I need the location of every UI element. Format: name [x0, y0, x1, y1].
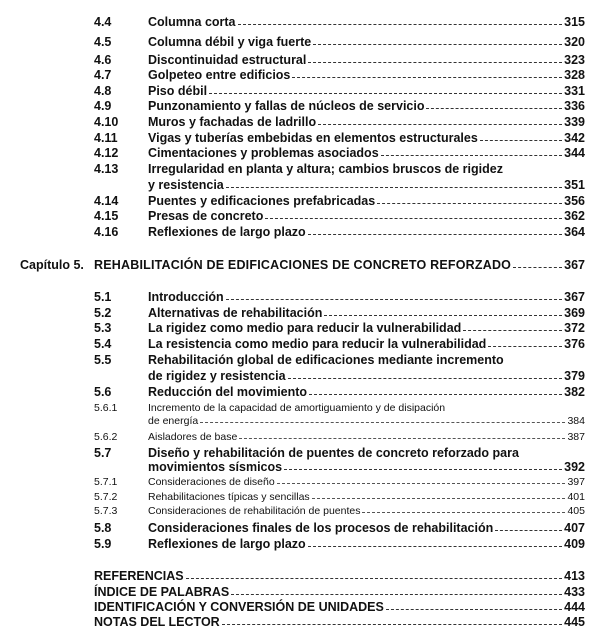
toc-entry-page: 344: [564, 146, 585, 160]
toc-entry-page: 413: [564, 569, 585, 583]
toc-entry[interactable]: [148, 115, 585, 129]
toc-entry-title-line1: Diseño y rehabilitación de puentes de concreto reforzado para: [148, 446, 519, 460]
toc-leader: [200, 421, 565, 423]
toc-entry-page: 405: [567, 505, 585, 517]
toc-leader: [277, 482, 566, 484]
toc-entry[interactable]: [148, 369, 585, 383]
toc-entry-number: 5.7.2: [94, 491, 118, 503]
toc-entry-page: 342: [564, 131, 585, 145]
toc-entry[interactable]: [148, 15, 585, 29]
toc-entry-page: 376: [564, 337, 585, 351]
toc-leader: [513, 266, 562, 268]
toc-entry[interactable]: [148, 321, 585, 335]
toc-leader: [288, 377, 563, 379]
toc-entry[interactable]: [148, 68, 585, 82]
toc-entry[interactable]: [148, 225, 585, 239]
toc-entry-title: Puentes y edificaciones prefabricadas: [148, 194, 376, 208]
toc-entry-page: 392: [564, 460, 585, 474]
chapter-title: REHABILITACIÓN DE EDIFICACIONES DE CONCRETO REFORZADO: [94, 258, 512, 272]
toc-entry-page: 433: [564, 585, 585, 599]
toc-entry-page: 367: [564, 290, 585, 304]
toc-entry-page: 382: [564, 385, 585, 399]
toc-leader: [209, 92, 562, 94]
toc-leader: [386, 608, 562, 610]
toc-entry-number: 5.6: [94, 385, 112, 399]
toc-leader: [238, 23, 563, 25]
toc-leader: [318, 123, 562, 125]
toc-entry[interactable]: [148, 306, 585, 320]
toc-entry[interactable]: [148, 415, 585, 427]
toc-leader: [308, 233, 562, 235]
toc-entry-title: Consideraciones de rehabilitación de puentes: [148, 505, 361, 517]
toc-entry-title: Discontinuidad estructural: [148, 53, 307, 67]
toc-entry-page: 407: [564, 521, 585, 535]
toc-entry-number: 5.7.3: [94, 505, 118, 517]
toc-entry-page: 444: [564, 600, 585, 614]
toc-entry-title: Golpeteo entre edificios: [148, 68, 291, 82]
toc-entry-title: Alternativas de rehabilitación: [148, 306, 323, 320]
toc-entry-title: y resistencia: [148, 178, 224, 192]
toc-leader: [308, 61, 562, 63]
toc-entry-title: IDENTIFICACIÓN Y CONVERSIÓN DE UNIDADES: [94, 600, 384, 614]
toc-entry-number: 4.7: [94, 68, 112, 82]
toc-entry-number: 5.9: [94, 537, 112, 551]
toc-entry-page: 356: [564, 194, 585, 208]
toc-entry-page: 397: [567, 476, 585, 488]
toc-entry-number: 4.12: [94, 146, 119, 160]
toc-entry[interactable]: [148, 53, 585, 67]
toc-entry-page: 384: [567, 415, 585, 427]
toc-leader: [488, 345, 562, 347]
toc-backmatter-entry[interactable]: [94, 569, 585, 583]
toc-entry-page: 315: [564, 15, 585, 29]
toc-entry-title: Consideraciones finales de los procesos de rehabilitación: [148, 521, 494, 535]
toc-entry[interactable]: [148, 505, 585, 517]
toc-entry-title: Punzonamiento y fallas de núcleos de servicio: [148, 99, 425, 113]
toc-entry-title: Introducción: [148, 290, 224, 304]
toc-entry-title: Reducción del movimiento: [148, 385, 308, 399]
toc-entry-number: 4.6: [94, 53, 112, 67]
toc-entry-page: 323: [564, 53, 585, 67]
toc-entry-number: 4.4: [94, 15, 112, 29]
toc-leader: [226, 298, 562, 300]
toc-entry[interactable]: [148, 521, 585, 535]
toc-entry-number: 5.7.1: [94, 476, 118, 488]
toc-entry[interactable]: [148, 385, 585, 399]
toc-leader: [377, 202, 562, 204]
toc-entry-page: 351: [564, 178, 585, 192]
toc-entry-title: Columna corta: [148, 15, 236, 29]
toc-entry-number: 5.8: [94, 521, 112, 535]
toc-entry-page: 364: [564, 225, 585, 239]
toc-entry-number: 4.10: [94, 115, 119, 129]
toc-leader: [313, 43, 562, 45]
toc-entry-page: 409: [564, 537, 585, 551]
toc-entry-title-line1: Irregularidad en planta y altura; cambios bruscos de rigidez: [148, 162, 503, 176]
toc-leader: [226, 186, 562, 188]
toc-entry[interactable]: [148, 146, 585, 160]
toc-leader: [265, 217, 562, 219]
toc-leader: [381, 154, 563, 156]
toc-entry[interactable]: [148, 178, 585, 192]
toc-backmatter-entry[interactable]: [94, 615, 585, 629]
toc-entry-title: Aisladores de base: [148, 431, 238, 443]
toc-entry-title: La rigidez como medio para reducir la vulnerabilidad: [148, 321, 462, 335]
toc-entry-title: NOTAS DEL LECTOR: [94, 615, 220, 629]
toc-leader: [186, 577, 563, 579]
toc-entry[interactable]: [148, 537, 585, 551]
toc-entry-title: ÍNDICE DE PALABRAS: [94, 585, 230, 599]
toc-entry-title: movimientos sísmicos: [148, 460, 283, 474]
toc-entry-title: Consideraciones de diseño: [148, 476, 275, 488]
toc-leader: [495, 529, 562, 531]
toc-entry-page: 445: [564, 615, 585, 629]
toc-entry-title: Reflexiones de largo plazo: [148, 537, 306, 551]
toc-entry-number: 4.8: [94, 84, 112, 98]
toc-entry-title-line1: Incremento de la capacidad de amortiguamiento y de disipación: [148, 402, 446, 414]
toc-leader: [324, 314, 562, 316]
toc-entry-number: 5.1: [94, 290, 112, 304]
toc-entry-title: Presas de concreto: [148, 209, 264, 223]
toc-entry-number: 5.6.1: [94, 402, 118, 414]
toc-entry-page: 369: [564, 306, 585, 320]
chapter-page: 367: [564, 258, 585, 272]
toc-entry-title: Rehabilitaciones típicas y sencillas: [148, 491, 310, 503]
toc-leader: [308, 545, 562, 547]
toc-leader: [239, 437, 565, 439]
toc-entry-title: Cimentaciones y problemas asociados: [148, 146, 379, 160]
toc-leader: [480, 139, 562, 141]
toc-entry-number: 5.7: [94, 446, 112, 460]
toc-entry-number: 5.2: [94, 306, 112, 320]
toc-backmatter-entry[interactable]: [94, 600, 585, 614]
toc-entry-title: La resistencia como medio para reducir la vulnerabilidad: [148, 337, 487, 351]
toc-entry-page: 336: [564, 99, 585, 113]
toc-entry-title: Muros y fachadas de ladrillo: [148, 115, 317, 129]
toc-entry-page: 401: [567, 491, 585, 503]
toc-leader: [463, 329, 562, 331]
toc-entry-page: 328: [564, 68, 585, 82]
toc-entry-page: 387: [567, 431, 585, 443]
toc-entry-number: 5.4: [94, 337, 112, 351]
toc-entry-title-line1: Rehabilitación global de edificaciones mediante incremento: [148, 353, 504, 367]
toc-entry[interactable]: [148, 194, 585, 208]
toc-entry-title: de energía: [148, 415, 199, 427]
toc-entry-number: 4.14: [94, 194, 119, 208]
toc-entry-title: Reflexiones de largo plazo: [148, 225, 306, 239]
toc-entry[interactable]: [148, 131, 585, 145]
toc-entry-page: 379: [564, 369, 585, 383]
toc-entry-page: 362: [564, 209, 585, 223]
toc-entry-number: 5.3: [94, 321, 112, 335]
toc-entry-number: 4.15: [94, 209, 119, 223]
toc-entry-title: REFERENCIAS: [94, 569, 184, 583]
toc-entry[interactable]: [148, 99, 585, 113]
chapter-heading[interactable]: [20, 258, 585, 272]
toc-entry-number: 4.16: [94, 225, 119, 239]
toc-entry[interactable]: [148, 337, 585, 351]
toc-entry-number: 4.13: [94, 162, 119, 176]
toc-entry-page: 372: [564, 321, 585, 335]
toc-leader: [231, 593, 562, 595]
toc-entry-title: Vigas y tuberías embebidas en elementos estructurales: [148, 131, 478, 145]
toc-entry-number: 4.5: [94, 35, 112, 49]
toc-entry[interactable]: [148, 84, 585, 98]
toc-entry-page: 331: [564, 84, 585, 98]
toc-entry[interactable]: [148, 460, 585, 474]
toc-entry[interactable]: [148, 476, 585, 488]
toc-leader: [362, 511, 565, 513]
toc-leader: [312, 497, 566, 499]
toc-entry-number: 5.5: [94, 353, 112, 367]
toc-entry[interactable]: [148, 491, 585, 503]
toc-entry-title: Piso débil: [148, 84, 208, 98]
toc-leader: [426, 107, 562, 109]
toc-entry[interactable]: [148, 290, 585, 304]
toc-entry-number: 4.11: [94, 131, 118, 145]
chapter-label: Capítulo 5.: [20, 258, 84, 272]
toc-leader: [222, 623, 562, 625]
toc-entry[interactable]: [148, 35, 585, 49]
toc-leader: [309, 393, 562, 395]
toc-entry[interactable]: [148, 431, 585, 443]
toc-entry-page: 320: [564, 35, 585, 49]
toc-leader: [292, 76, 562, 78]
toc-entry-number: 5.6.2: [94, 431, 118, 443]
toc-entry-number: 4.9: [94, 99, 112, 113]
toc-entry-page: 339: [564, 115, 585, 129]
toc-entry-title: Columna débil y viga fuerte: [148, 35, 312, 49]
toc-backmatter-entry[interactable]: [94, 585, 585, 599]
toc-entry[interactable]: [148, 209, 585, 223]
toc-entry-title: de rigidez y resistencia: [148, 369, 286, 383]
toc-leader: [284, 468, 562, 470]
